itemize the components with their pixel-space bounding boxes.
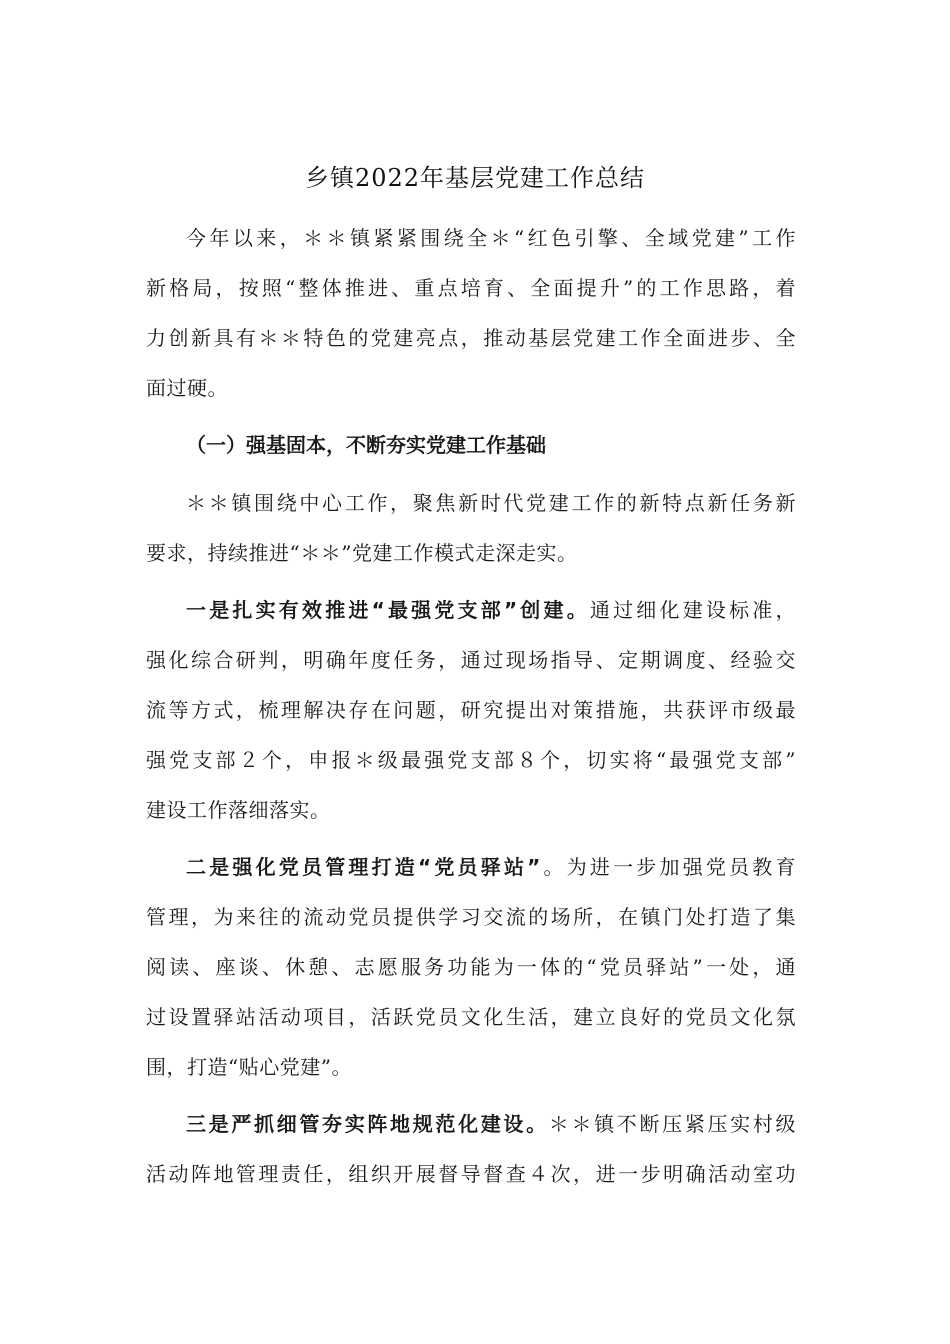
item1-line: 流等方式，梳理解决存在问题，研究提出对策措施，共获评市级最 bbox=[146, 698, 796, 722]
item2-line: 过设置驿站活动项目，活跃党员文化生活，建立良好的党员文化氛 bbox=[146, 1005, 796, 1029]
item3-line: 活动阵地管理责任，组织开展督导督查４次，进一步明确活动室功 bbox=[146, 1162, 796, 1186]
intro-line: 面过硬。 bbox=[146, 376, 228, 400]
item1-first-line bbox=[186, 596, 796, 624]
item1-line: 建设工作落细落实。 bbox=[146, 798, 331, 822]
item3-first-line bbox=[186, 1110, 796, 1138]
section-heading: （一）强基固本，不断夯实党建工作基础 bbox=[186, 433, 546, 457]
intro-line: 力创新具有＊＊特色的党建亮点，推动基层党建工作全面进步、全 bbox=[146, 326, 796, 350]
document-title: 乡镇2022年基层党建工作总结 bbox=[304, 164, 646, 192]
item2-line: 阅读、座谈、休憩、志愿服务功能为一体的“党员驿站”一处，通 bbox=[146, 955, 796, 979]
section-intro-line: ＊＊镇围绕中心工作，聚焦新时代党建工作的新特点新任务新 bbox=[186, 491, 796, 515]
section-intro-line: 要求，持续推进“＊＊”党建工作模式走深走实。 bbox=[146, 541, 578, 565]
item3-first-rest: ＊＊镇不断压紧压实村级 bbox=[548, 1112, 797, 1136]
item3-lead: 三是严抓细管夯实阵地规范化建设。 bbox=[186, 1112, 549, 1136]
intro-line: 新格局，按照“整体推进、重点培育、全面提升”的工作思路，着 bbox=[146, 276, 796, 300]
item2-lead: 二是强化党员管理打造“党员驿站” bbox=[186, 855, 541, 879]
intro-line: 今年以来，＊＊镇紧紧围绕全＊“红色引擎、全域党建”工作 bbox=[186, 226, 796, 250]
item1-first-rest: 通过细化建设标准， bbox=[589, 598, 797, 622]
item1-line: 强党支部２个，申报＊级最强党支部８个，切实将“最强党支部” bbox=[146, 748, 796, 772]
item2-line: 围，打造“贴心党建”。 bbox=[146, 1055, 352, 1079]
item2-first-line bbox=[186, 853, 796, 881]
item1-lead: 一是扎实有效推进“最强党支部”创建。 bbox=[186, 598, 590, 622]
item2-line: 管理，为来往的流动党员提供学习交流的场所，在镇门处打造了集 bbox=[146, 905, 796, 929]
item1-line: 强化综合研判，明确年度任务，通过现场指导、定期调度、经验交 bbox=[146, 648, 796, 672]
item2-first-rest: 。为进一步加强党员教育 bbox=[540, 855, 796, 879]
